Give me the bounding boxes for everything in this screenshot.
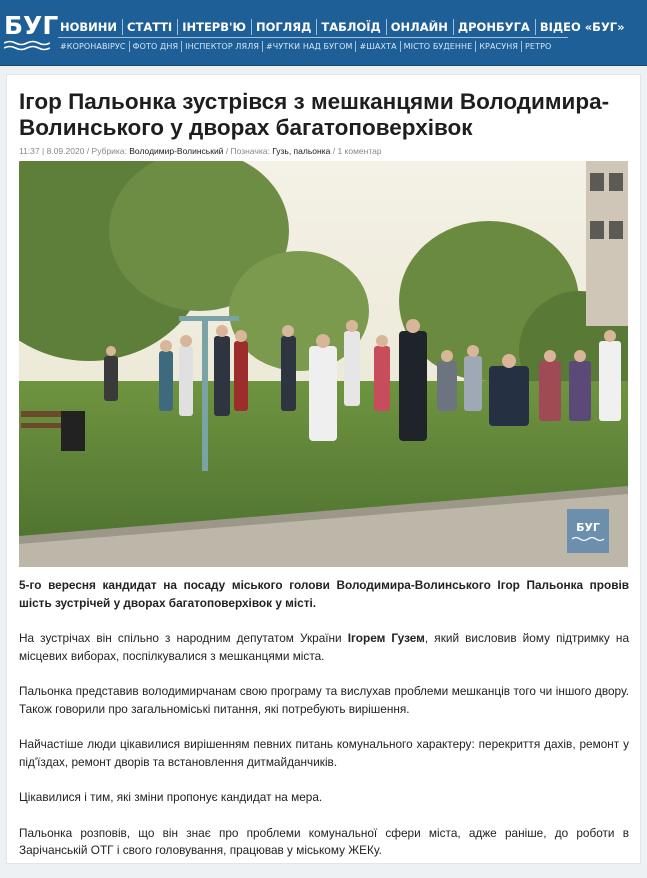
article-body xyxy=(19,577,629,878)
article-paragraph-2: Пальонка представив володимирчанам свою програму та вислухав проблеми мешканців того чи іншого двору. Також говорили про загальноміські питання, які потребують вирішення. xyxy=(19,684,629,716)
site-logo[interactable] xyxy=(4,11,59,55)
main-nav xyxy=(58,19,630,35)
nav-item-video[interactable]: ВІДЕО «БУГ» xyxy=(535,19,630,35)
article-photo xyxy=(19,161,628,567)
nav-item-interviews[interactable]: ІНТЕРВ'Ю xyxy=(177,19,251,35)
subnav-item-mine[interactable]: #ШАХТА xyxy=(355,41,399,52)
rubric-link[interactable]: Володимир-Волинський xyxy=(129,146,224,156)
nav-item-news[interactable]: НОВИНИ xyxy=(60,20,118,34)
subnav-item-retro[interactable]: РЕТРО xyxy=(521,41,554,52)
article-date: 8.09.2020 xyxy=(46,146,85,156)
article-paragraph-5: Пальонка розповів, що він знає про проблеми комунальної сфери міста, адже раніше, до роботи в Зарічанській ОТГ і свого головування, працював у міському ЖЕКу. xyxy=(19,825,629,857)
nav-divider xyxy=(58,37,568,38)
photo-watermark: БУГ xyxy=(576,521,600,534)
article-lead: 5-го вересня кандидат на посаду міського голови Володимира-Волинського Ігор Пальонка провів шість зустрічей у дворах багатоповерхівок у місті. xyxy=(19,578,629,610)
logo-text: БУГ xyxy=(4,11,59,40)
tags-link[interactable]: Гузь, пальонка xyxy=(272,146,331,156)
subnav-item-photo-of-day[interactable]: ФОТО ДНЯ xyxy=(129,41,182,52)
subnav-item-coronavirus[interactable]: #КОРОНАВІРУС xyxy=(60,42,126,51)
tags-label: Позначка: xyxy=(230,146,270,156)
logo-waves-icon xyxy=(4,40,50,51)
nav-item-online[interactable]: ОНЛАЙН xyxy=(386,19,453,35)
rubric-label: Рубрика: xyxy=(91,146,127,156)
subnav-item-inspector[interactable]: ІНСПЕКТОР ЛЯЛЯ xyxy=(181,41,262,52)
photo-scene xyxy=(19,161,628,567)
article-time: 11:37 xyxy=(19,146,40,156)
person-name: Ігорем Гузем xyxy=(347,631,425,645)
sub-nav xyxy=(58,41,554,52)
article-paragraph-3: Найчастіше люди цікавилися вирішенням певних питань комунального характеру: перекриття дахів, ремонт у під'їздах, ремонт дворів та встановлення дитмайданчиків. xyxy=(19,737,629,769)
subnav-item-rumors[interactable]: #ЧУТКИ НАД БУГОМ xyxy=(262,41,355,52)
comments-link[interactable]: 1 коментар xyxy=(337,146,382,156)
nav-item-articles[interactable]: СТАТТІ xyxy=(122,19,177,35)
paragraph-text: , який висловив йому підтримку на місцевих виборах, поспілкувалися з мешканцями міста. xyxy=(19,631,630,663)
article-title: Ігор Пальонка зустрівся з мешканцями Володимира-Волинського у дворах багатоповерхівок xyxy=(19,89,610,140)
subnav-item-beauty[interactable]: КРАСУНЯ xyxy=(475,41,521,52)
nav-item-tabloid[interactable]: ТАБЛОЇД xyxy=(316,19,385,35)
nav-item-dronbuga[interactable]: ДРОНБУГА xyxy=(453,19,535,35)
nav-item-opinion[interactable]: ПОГЛЯД xyxy=(251,19,316,35)
paragraph-text: На зустрічах він спільно з народним депутатом України xyxy=(19,631,348,645)
subnav-item-city-daily[interactable]: МІСТО БУДЕННЕ xyxy=(400,41,476,52)
article-paragraph-1 xyxy=(19,630,629,665)
article-card xyxy=(6,74,641,864)
article-paragraph-4: Цікавилися і тим, які зміни пропонує кандидат на мера. xyxy=(19,790,323,804)
site-header xyxy=(0,0,647,66)
article-meta: 11:37 | 8.09.2020 / Рубрика: Володимир-Волинський / Позначка: Гузь, пальонка / 1 коментар xyxy=(19,146,382,156)
